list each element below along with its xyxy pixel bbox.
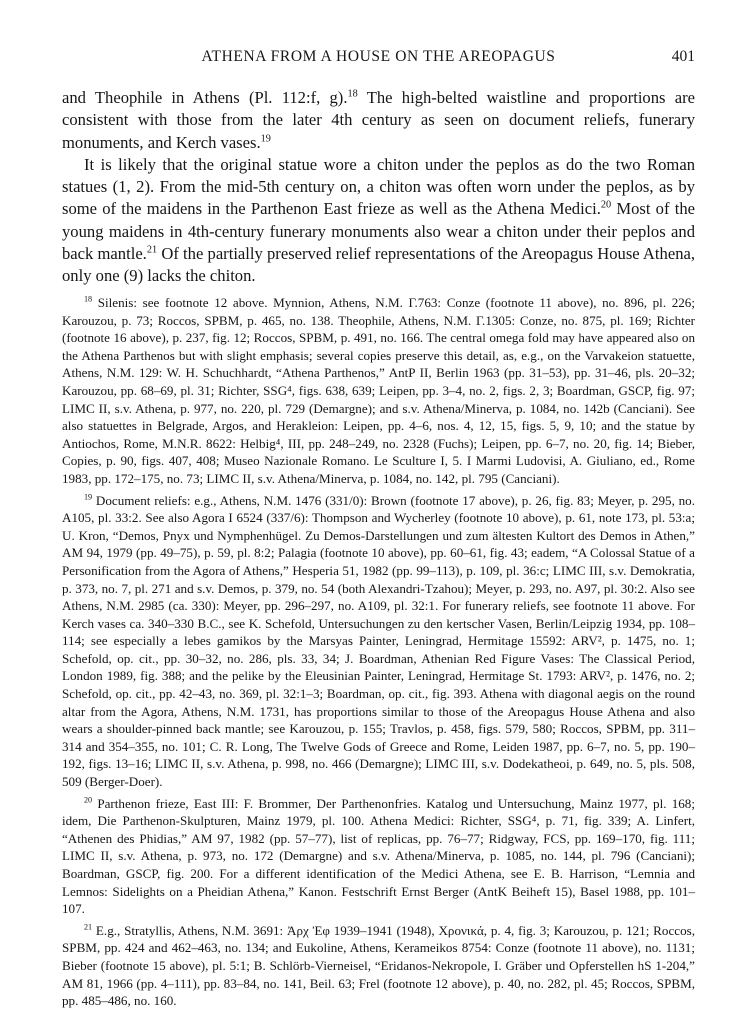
paragraph-2-text-3: Of the partially preserved relief representations of the Areopagus House Athena, only one (9) lacks the chiton. xyxy=(62,244,696,286)
footnote-number: 20 xyxy=(84,795,93,805)
footnote-21 xyxy=(62,922,695,1010)
footnote-text: Document reliefs: e.g., Athens, N.M. 1476 (331/0): Brown (footnote 17 above), p. 26, fig. 83; Meyer, p. 295, no. A105, pl. 33:2. See also Agora I 6524 (337/6): Thompson and Wycherley (footnote 10 above), p. 61, note 173, pl. 53:a; U. Kron, “Demos, Pnyx und Nymphenhügel. Zu Demos-Darstellungen und zum ältesten Kultort des Demos in Athen,” AM 94, 1979 (pp. 49–75), p. 59, pl. 8:2; Palagia (footnote 10 above), pp. 60–61, fig. 43; eadem, “A Colossal Statue of a Personification from the Agora of Athens,” Hesperia 51, 1982 (pp. 99–113), p. 109, pl. 36:c; LIMC III, s.v. Demokratia, p. 373, no. 7, pl. 271 and s.v. Demos, p. 379, no. 54 (both Alexandri-Tzahou); Meyer, p. 293, no. A97, pl. 30:2. Also see Athens, N.M. 2985 (ca. 330): Meyer, pp. 296–297, no. A109, pl. 32:1. For funerary reliefs, see footnote 11 above. For Kerch vases ca. 340–330 B.C., see K. Schefold, Untersuchungen zu den kertscher Vasen, Berlin/Leipzig 1934, pp. 108–114; see especially a lebes gamikos by the Marsyas Painter, Leningrad, Hermitage 15592: ARV², p. 1475, no. 1; Schefold, op. cit., pp. 30–32, no. 286, pls. 33, 34; J. Boardman, Athenian Red Figure Vases: The Classical Period, London 1989, fig. 388; and the pelike by the Eleusinian Painter, Leningrad, Hermitage St. 1793: ARV², p. 1476, no. 2; Schefold, op. cit., pp. 42–43, no. 369, pl. 32:1–3; Boardman, op. cit., fig. 393. Athena with diagonal aegis on the round altar from the Agora, Athens, N.M. 1731, has proportions similar to those of the Areopagus House Athena and also wears a shoulder-pinned back mantle; see Karouzou, p. 155; Travlos, p. 458, figs. 579, 580; Roccos, SPBM, pp. 311–314 and 354–355, no. 101; C. R. Long, The Twelve Gods of Greece and Rome, Leiden 1987, pp. 6–7, no. 5, pp. 190–192, figs. 13–16; LIMC II, s.v. Athena, p. 998, no. 466 (Demargne); LIMC III, s.v. Dodekatheoi, p. 649, no. 5, pls. 508, 509 (Berger-Doer). xyxy=(62,492,695,790)
document-page xyxy=(62,0,695,1024)
paragraph-1 xyxy=(62,87,695,154)
running-title: ATHENA FROM A HOUSE ON THE AREOPAGUS xyxy=(201,48,556,65)
footnote-19 xyxy=(62,492,695,791)
paragraph-2-text-2: Most of the young maidens in 4th-century funerary monuments also wear a chiton under their peplos and back mantle. xyxy=(62,199,695,264)
footnote-ref-20[interactable]: 20 xyxy=(600,199,612,211)
footnote-ref-19[interactable]: 19 xyxy=(260,133,271,145)
footnote-number: 21 xyxy=(84,922,93,932)
body-text xyxy=(62,87,695,288)
footnote-20 xyxy=(62,795,695,918)
footnote-18 xyxy=(62,294,695,488)
paragraph-2 xyxy=(62,154,695,288)
footnote-text: E.g., Stratyllis, Athens, N.M. 3691: Ἀρχ Ἐφ 1939–1941 (1948), Χρονικά, p. 4, fig. 3; Karouzou, p. 121; Roccos, SPBM, pp. 424 and 462–463, no. 134; and Eukoline, Athens, Kerameikos 8754: Conze (footnote 11 above), no. 1131; Bieber (footnote 15 above), pl. 5:1; B. Schlörb-Vierneisel, “Eridanos-Nekropole, I. Gräber und Opferstellen hS 1-204,” AM 81, 1966 (pp. 4–111), pp. 83–84, no. 141, Beil. 63; Frel (footnote 12 above), p. 40, no. 282, pl. 45; Roccos, SPBM, pp. 485–486, no. 160. xyxy=(62,922,695,1009)
footnote-text: Parthenon frieze, East III: F. Brommer, Der Parthenonfries. Katalog und Untersuchung, Mainz 1977, pl. 168; idem, Die Parthenon-Skulpturen, Mainz 1979, pl. 100. Athena Medici: Richter, SSG⁴, p. 71, fig. 339; A. Linfert, “Athenen des Phidias,” AM 97, 1982 (pp. 57–77), list of replicas, pp. 76–77; Ridgway, FCS, pp. 169–170, fig. 111; LIMC II, s.v. Athena, p. 973, no. 172 (Demargne) and s.v. Athena/Minerva, p. 1085, no. 144, pl. 796 (Canciani); Boardman, GSCP, fig. 200. For a different identification of the Medici Athena, see E. B. Harrison, “Lemnia and Lemnos: Sidelights on a Pheidian Athena,” Kanon. Festschrift Ernst Berger (AntK Beiheft 15), Basel 1988, pp. 101–107. xyxy=(62,795,695,917)
page-number: 401 xyxy=(671,48,695,65)
footnote-ref-21[interactable]: 21 xyxy=(146,244,158,256)
paragraph-1-text: and Theophile in Athens (Pl. 112:f, g). xyxy=(62,88,348,107)
paragraph-2-text: It is likely that the original statue wore a chiton under the peplos as do the two Roman statues (1, 2). From the mid-5th century on, a chiton was often worn under the peplos, as by some of the maidens in the Parthenon East frieze as well as the Athena Medici. xyxy=(62,154,695,219)
footnote-ref-18[interactable]: 18 xyxy=(347,88,358,100)
footnote-text: Silenis: see footnote 12 above. Mynnion, Athens, N.M. Γ.763: Conze (footnote 11 above), no. 896, pl. 226; Karouzou, p. 73; Roccos, SPBM, p. 465, no. 138. Theophile, Athens, N.M. Γ.1305: Conze, no. 875, pl. 169; Richter (footnote 16 above), p. 237, fig. 12; Roccos, SPBM, p. 491, no. 166. The central omega fold may have appeared also on the Athena Parthenos but with slight emphasis; several copies preserve this detail, as, e.g., on the Varvakeion statuette, Athens, N.M. 129: W. H. Schuchhardt, “Athena Parthenos,” AntP II, Berlin 1963 (pp. 31–53), pp. 31–46, pls. 20–32; Karouzou, pp. 68–69, pl. 31; Richter, SSG⁴, figs. 638, 639; Leipen, pp. 3–4, no. 2, figs. 2, 3; Boardman, GSCP, fig. 97; LIMC II, s.v. Athena, p. 977, no. 220, pl. 729 (Demargne); and s.v. Athena/Minerva, p. 1084, no. 142b (Canciani). See also statuettes in Belgrade, Argos, and Herakleion: Leipen, pp. 4–6, nos. 4, 12, 15, figs. 5, 9, 10; and the statue by Antiochos, Rome, M.N.R. 8622: Helbig⁴, III, pp. 248–249, no. 2328 (Fuchs); Leipen, pp. 6–7, no. 20, fig. 14; Bieber, Copies, p. 90, figs. 407, 408; Museo Nazionale Romano. Le Sculture I, 5. I Marmi Ludovisi, A. Giuliano, ed., Rome 1983, pp. 172–175, no. 73; LIMC II, s.v. Athena/Minerva, p. 1084, no. 142, pl. 795 (Canciani). xyxy=(62,295,695,486)
footnote-number: 18 xyxy=(84,294,93,304)
footnote-number: 19 xyxy=(84,492,93,502)
page-header xyxy=(62,48,695,68)
footnotes xyxy=(62,294,695,1014)
paragraph-1-text-2: The high-belted waistline and proportions are consistent with those from the later 4th century as seen on document reliefs, funerary monuments, and Kerch vases. xyxy=(62,88,695,152)
